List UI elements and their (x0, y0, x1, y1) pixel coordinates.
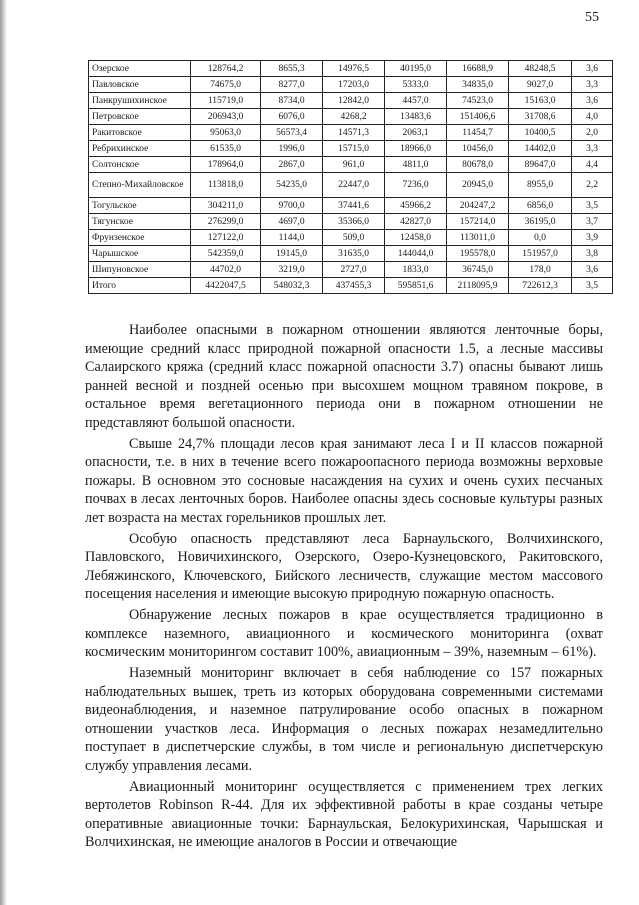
value-cell: 44702,0 (191, 262, 261, 278)
table-row (89, 214, 613, 230)
value-cell: 14976,5 (323, 61, 385, 77)
table-body (89, 61, 613, 294)
body-text (85, 321, 603, 854)
district-name-cell: Фрунзенское (89, 230, 191, 246)
value-cell: 4457,0 (385, 93, 447, 109)
value-cell: 7236,0 (385, 173, 447, 198)
value-cell: 8734,0 (261, 93, 323, 109)
value-cell: 10456,0 (447, 141, 509, 157)
value-cell: 31708,6 (509, 109, 572, 125)
value-cell: 2,2 (572, 173, 613, 198)
value-cell: 4422047,5 (191, 278, 261, 294)
value-cell: 95063,0 (191, 125, 261, 141)
value-cell: 4268,2 (323, 109, 385, 125)
value-cell: 4811,0 (385, 157, 447, 173)
value-cell: 4,0 (572, 109, 613, 125)
value-cell: 61535,0 (191, 141, 261, 157)
value-cell: 144044,0 (385, 246, 447, 262)
value-cell: 3,5 (572, 198, 613, 214)
value-cell: 89647,0 (509, 157, 572, 173)
value-cell: 15715,0 (323, 141, 385, 157)
district-name-cell: Шипуновское (89, 262, 191, 278)
value-cell: 3,5 (572, 278, 613, 294)
table-row (89, 198, 613, 214)
value-cell: 509,0 (323, 230, 385, 246)
value-cell: 20945,0 (447, 173, 509, 198)
value-cell: 56573,4 (261, 125, 323, 141)
table-row (89, 246, 613, 262)
value-cell: 31635,0 (323, 246, 385, 262)
value-cell: 0,0 (509, 230, 572, 246)
value-cell: 9027,0 (509, 77, 572, 93)
district-name-cell: Солтонское (89, 157, 191, 173)
value-cell: 3,6 (572, 262, 613, 278)
value-cell: 14571,3 (323, 125, 385, 141)
table-row (89, 93, 613, 109)
value-cell: 54235,0 (261, 173, 323, 198)
value-cell: 1996,0 (261, 141, 323, 157)
table-row (89, 125, 613, 141)
value-cell: 18966,0 (385, 141, 447, 157)
value-cell: 3,3 (572, 77, 613, 93)
value-cell: 276299,0 (191, 214, 261, 230)
value-cell: 128764,2 (191, 61, 261, 77)
value-cell: 34835,0 (447, 77, 509, 93)
value-cell: 206943,0 (191, 109, 261, 125)
value-cell: 8277,0 (261, 77, 323, 93)
value-cell: 3,9 (572, 230, 613, 246)
value-cell: 13483,6 (385, 109, 447, 125)
value-cell: 178,0 (509, 262, 572, 278)
page-number: 55 (585, 10, 599, 25)
value-cell: 45966,2 (385, 198, 447, 214)
value-cell: 178964,0 (191, 157, 261, 173)
value-cell: 195578,0 (447, 246, 509, 262)
paragraph: Авиационный мониторинг осуществляется с применением трех легких вертолетов Robinson R-44. Для их эффективной работы в крае созданы четыре оперативные авиационные точки: Барнаульская, Белокурихинская, Чарышская и Волчихинская, не имеющие аналогов в России и отвечающие (85, 778, 603, 850)
value-cell: 36745,0 (447, 262, 509, 278)
paragraph: Обнаружение лесных пожаров в крае осуществляется традиционно в комплексе наземного, авиационного и космического мониторинга (охват космическим мониторингом составит 100%, авиационным – 39%, наземным – 61%). (85, 607, 603, 660)
district-name-cell: Степно-Михайловское (89, 173, 191, 198)
value-cell: 961,0 (323, 157, 385, 173)
value-cell: 22447,0 (323, 173, 385, 198)
value-cell: 9700,0 (261, 198, 323, 214)
scan-edge-shadow (0, 0, 7, 905)
value-cell: 42827,0 (385, 214, 447, 230)
value-cell: 15163,0 (509, 93, 572, 109)
value-cell: 437455,3 (323, 278, 385, 294)
value-cell: 115719,0 (191, 93, 261, 109)
value-cell: 204247,2 (447, 198, 509, 214)
district-name-cell: Петровское (89, 109, 191, 125)
district-name-cell: Озерское (89, 61, 191, 77)
value-cell: 3219,0 (261, 262, 323, 278)
value-cell: 151957,0 (509, 246, 572, 262)
value-cell: 157214,0 (447, 214, 509, 230)
value-cell: 3,3 (572, 141, 613, 157)
district-name-cell: Итого (89, 278, 191, 294)
value-cell: 2867,0 (261, 157, 323, 173)
value-cell: 548032,3 (261, 278, 323, 294)
table-row (89, 173, 613, 198)
value-cell: 113818,0 (191, 173, 261, 198)
value-cell: 14402,0 (509, 141, 572, 157)
value-cell: 74523,0 (447, 93, 509, 109)
value-cell: 2063,1 (385, 125, 447, 141)
value-cell: 12842,0 (323, 93, 385, 109)
paragraph: Наземный мониторинг включает в себя наблюдение со 157 пожарных наблюдательных вышек, треть из которых оборудована современными системами видеонаблюдения, и наземное патрулирование особо опасных в пожарном отношении участков леса. Информация о лесных пожарах незамедлительно поступает в диспетчерские службы, в том числе и региональную диспетчерскую службу управления лесами. (85, 665, 603, 774)
value-cell: 17203,0 (323, 77, 385, 93)
value-cell: 80678,0 (447, 157, 509, 173)
table-row (89, 157, 613, 173)
value-cell: 6856,0 (509, 198, 572, 214)
value-cell: 36195,0 (509, 214, 572, 230)
value-cell: 722612,3 (509, 278, 572, 294)
value-cell: 74675,0 (191, 77, 261, 93)
value-cell: 151406,6 (447, 109, 509, 125)
value-cell: 4697,0 (261, 214, 323, 230)
district-name-cell: Тогульское (89, 198, 191, 214)
value-cell: 2,0 (572, 125, 613, 141)
value-cell: 3,8 (572, 246, 613, 262)
paragraph: Особую опасность представляют леса Барнаульского, Волчихинского, Павловского, Новичихинского, Озерского, Озеро-Кузнецовского, Ракитовского, Лебяжинского, Ключевского, Бийского лесничеств, служащие местом массового посещения населения и имеющие высокую природную пожарную опасность. (85, 530, 603, 602)
value-cell: 8655,3 (261, 61, 323, 77)
value-cell: 12458,0 (385, 230, 447, 246)
district-name-cell: Ракитовское (89, 125, 191, 141)
value-cell: 5333,0 (385, 77, 447, 93)
value-cell: 4,4 (572, 157, 613, 173)
value-cell: 3,6 (572, 61, 613, 77)
value-cell: 3,7 (572, 214, 613, 230)
district-name-cell: Тягунское (89, 214, 191, 230)
value-cell: 37441,6 (323, 198, 385, 214)
table-row (89, 109, 613, 125)
value-cell: 35366,0 (323, 214, 385, 230)
value-cell: 10400,5 (509, 125, 572, 141)
value-cell: 2727,0 (323, 262, 385, 278)
value-cell: 11454,7 (447, 125, 509, 141)
value-cell: 40195,0 (385, 61, 447, 77)
district-name-cell: Панкрушихинское (89, 93, 191, 109)
district-name-cell: Павловское (89, 77, 191, 93)
table-row (89, 61, 613, 77)
value-cell: 3,6 (572, 93, 613, 109)
value-cell: 1833,0 (385, 262, 447, 278)
value-cell: 16688,9 (447, 61, 509, 77)
paragraph: Свыше 24,7% площади лесов края занимают леса I и II классов пожарной опасности, т.е. в них в течение всего пожароопасного периода возможны верховые пожары. В основном это сосновые насаждения на сухих и очень сухих песчаных почвах в лесах ленточных боров. Наиболее опасны здесь сосновые культуры разных лет возраста на местах горельников прошлых лет. (85, 435, 603, 526)
table-row (89, 278, 613, 294)
value-cell: 127122,0 (191, 230, 261, 246)
forestry-data-table (88, 60, 613, 294)
district-name-cell: Ребрихинское (89, 141, 191, 157)
value-cell: 8955,0 (509, 173, 572, 198)
value-cell: 542359,0 (191, 246, 261, 262)
table-row (89, 230, 613, 246)
value-cell: 6076,0 (261, 109, 323, 125)
value-cell: 595851,6 (385, 278, 447, 294)
value-cell: 304211,0 (191, 198, 261, 214)
value-cell: 2118095,9 (447, 278, 509, 294)
paragraph: Наиболее опасными в пожарном отношении являются ленточные боры, имеющие средний класс природной пожарной опасности 1.5, а лесные массивы Салаирского кряжа (средний класс пожарной опасности 3.7) опасны бывают лишь ранней весной и поздней осенью при высохшем мощном травяном покрове, в остальное время вегетационного периода они в пожарном отношении не представляют большой опасности. (85, 322, 603, 431)
value-cell: 19145,0 (261, 246, 323, 262)
value-cell: 1144,0 (261, 230, 323, 246)
table-row (89, 77, 613, 93)
district-name-cell: Чарышское (89, 246, 191, 262)
value-cell: 113011,0 (447, 230, 509, 246)
table-row (89, 141, 613, 157)
value-cell: 48248,5 (509, 61, 572, 77)
table-row (89, 262, 613, 278)
